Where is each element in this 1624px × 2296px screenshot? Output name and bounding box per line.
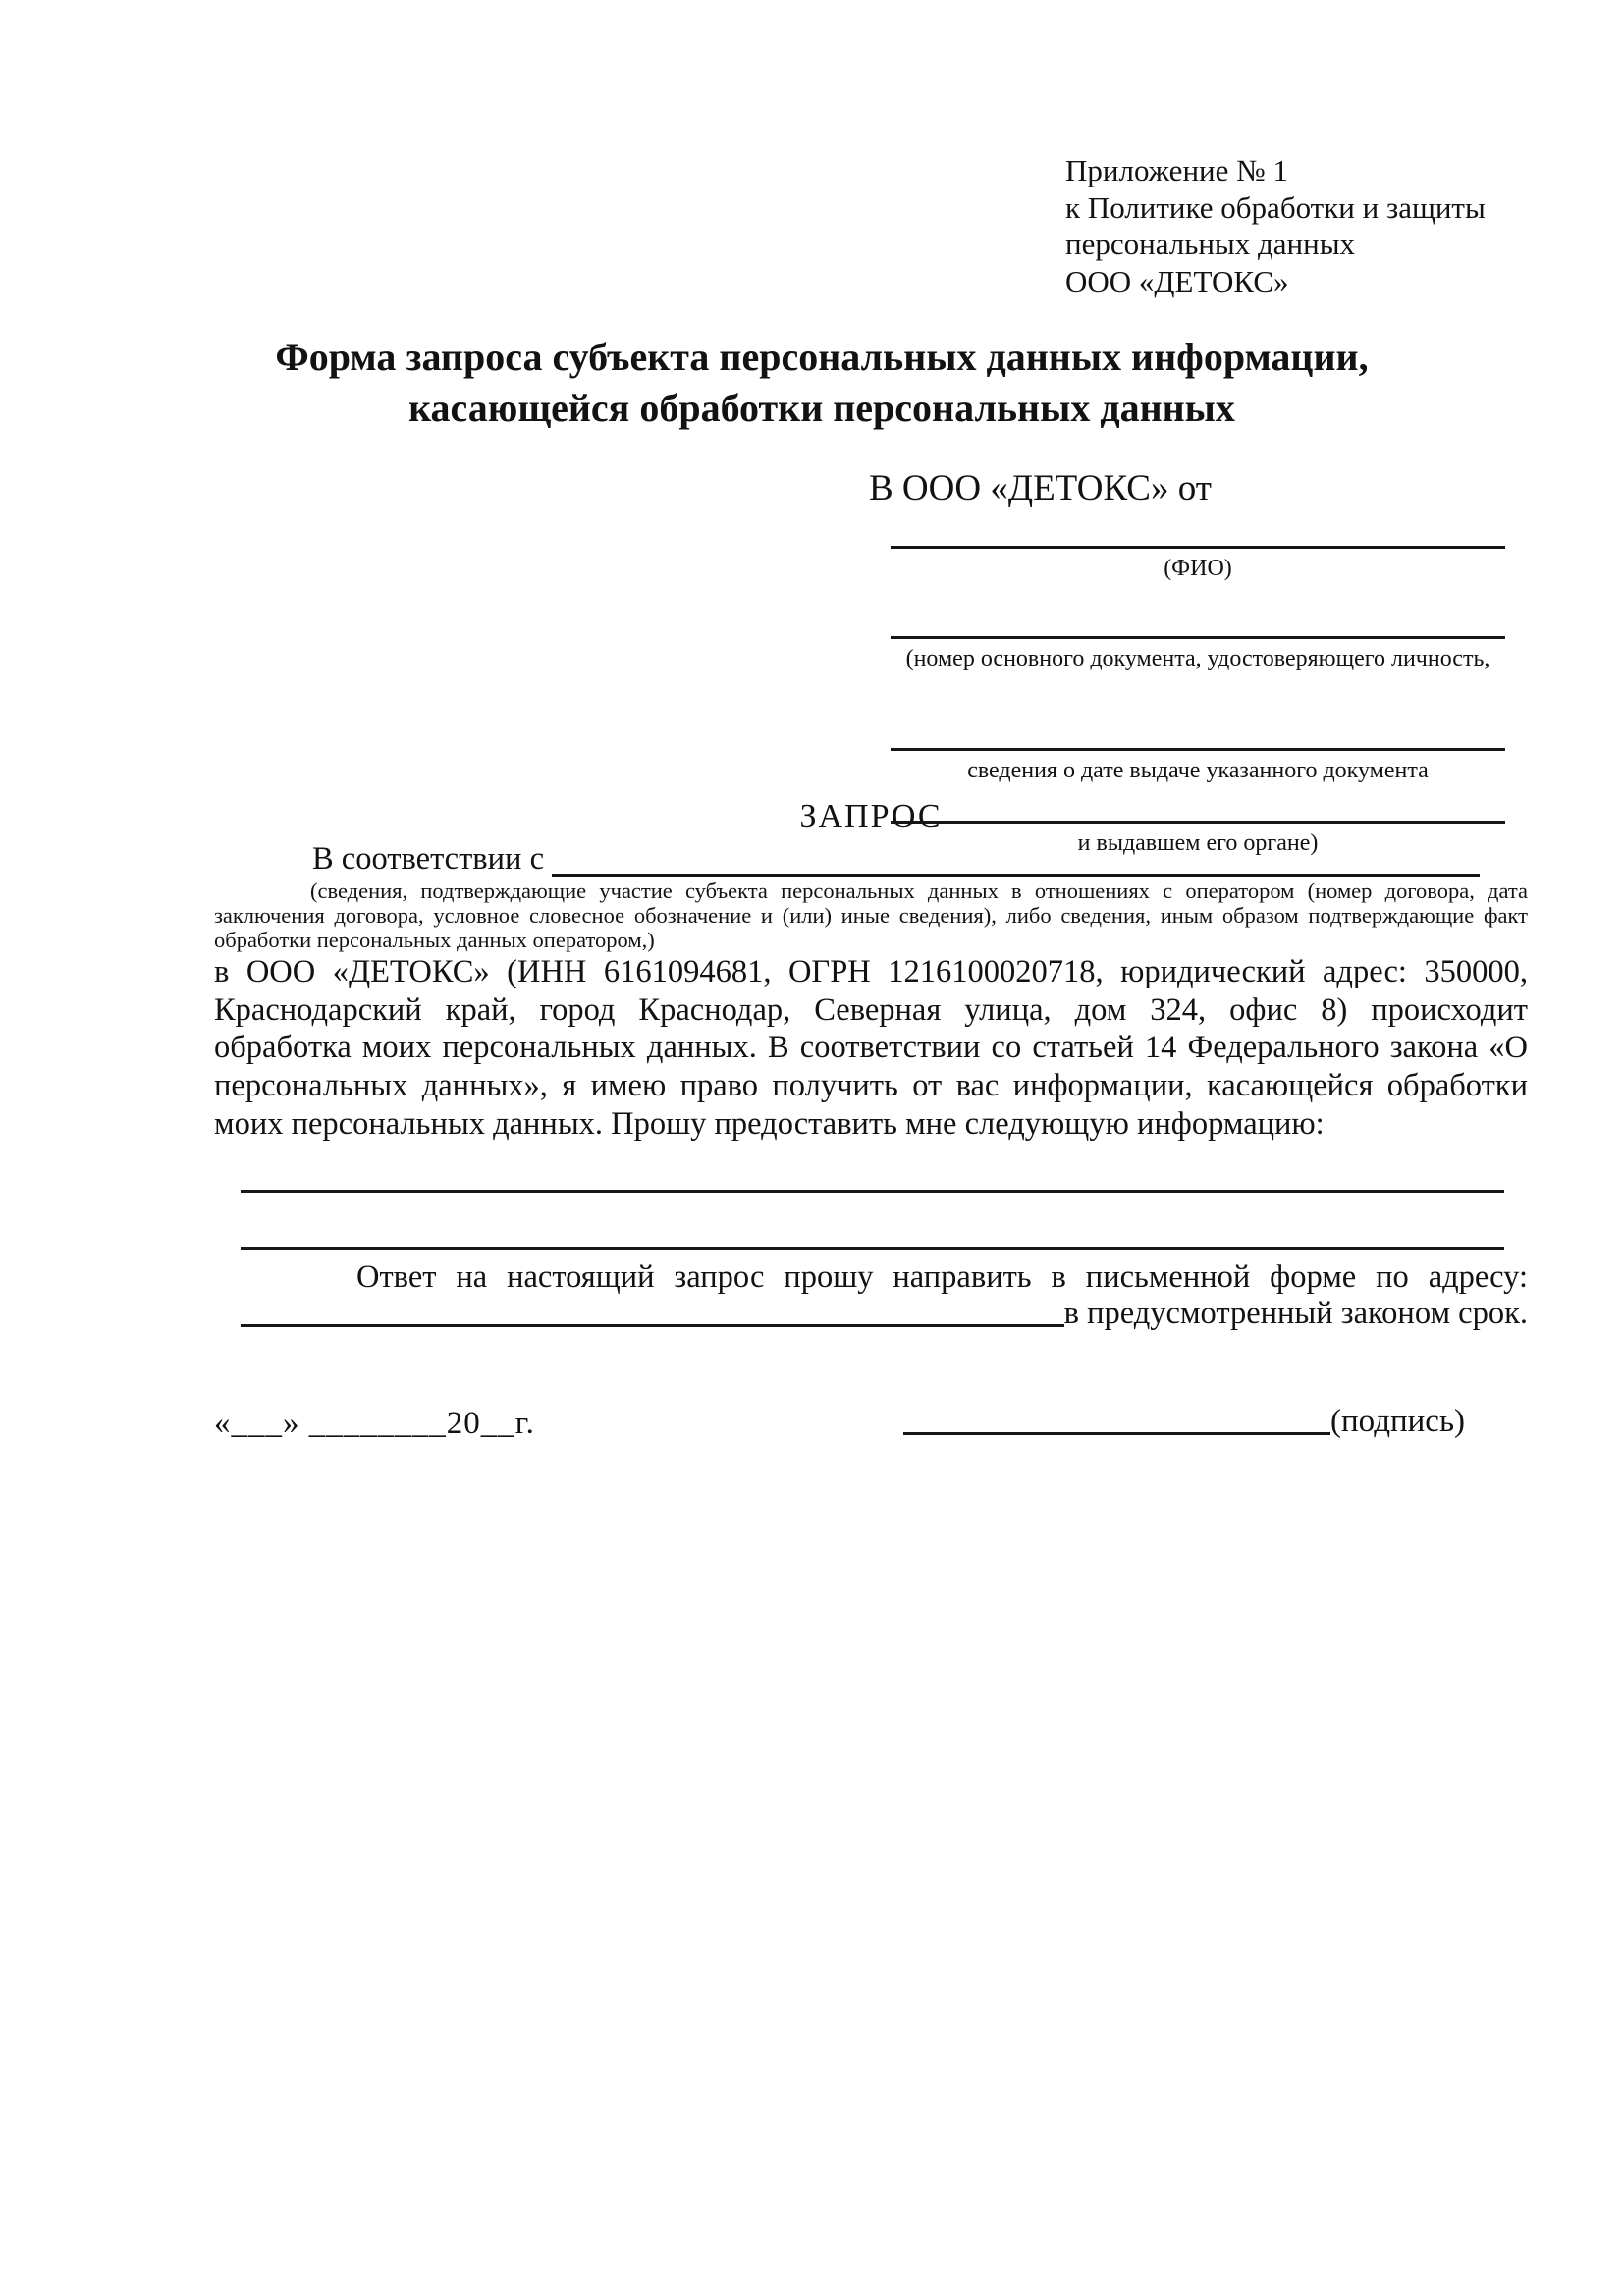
request-body [214, 953, 1528, 1144]
body-line: Краснодарский край, город Краснодар, Северная улица, дом 324, офис 8) происходит [214, 991, 1528, 1028]
annex-line: к Политике обработки и защиты [1065, 189, 1486, 225]
fill-line-fio [891, 546, 1505, 549]
reply-deadline-text: в предусмотренный законом срок. [1063, 1296, 1528, 1331]
field-caption-issuing-authority: и выдавшем его органе) [1077, 830, 1319, 856]
reply-request-line: Ответ на настоящий запрос прошу направить в письменной форме по адресу: [356, 1259, 1528, 1295]
annex-line: Приложение № 1 [1065, 153, 1288, 187]
fill-line-document-number [891, 636, 1505, 639]
signature-caption: (подпись) [1330, 1404, 1465, 1439]
fill-line-requested-info-1 [241, 1190, 1504, 1193]
addressee-to-line: В ООО «ДЕТОКС» от [869, 468, 1212, 508]
intro-footnote [214, 879, 1528, 952]
title-line: касающейся обработки персональных данных [408, 386, 1235, 430]
intro-prefix: В соответствии с [312, 841, 544, 877]
field-caption-issue-date: сведения о дате выдаче указанного документа [967, 758, 1429, 783]
field-caption-fio: (ФИО) [1164, 556, 1232, 581]
request-heading: ЗАПРОС [799, 798, 943, 834]
title-line: Форма запроса субъекта персональных данных информации, [275, 335, 1369, 379]
annex-line: ООО «ДЕТОКС» [1065, 263, 1289, 298]
document-title [130, 332, 1514, 434]
body-line: в ООО «ДЕТОКС» (ИНН 6161094681, ОГРН 1216100020718, юридический адрес: 350000, [214, 954, 1528, 989]
footnote-line: (сведения, подтверждающие участие субъекта персональных данных в отношениях с оператором (номер договора, дата [310, 879, 1528, 903]
field-caption-document-number: (номер основного документа, удостоверяющего личность, [905, 646, 1490, 671]
body-line: персональных данных», я имею право получить от вас информации, касающейся обработки [214, 1068, 1528, 1104]
reply-address-row [241, 1294, 1528, 1333]
footnote-line: заключения договора, условное словесное обозначение и (или) иные сведения), либо сведения, иным образом подтверждающие факт [214, 903, 1528, 928]
annex-line: персональных данных [1065, 227, 1356, 261]
body-line: обработка моих персональных данных. В соответствии со статьей 14 Федерального закона «О [214, 1030, 1528, 1066]
signature-row [903, 1402, 1465, 1441]
fill-line-signature [903, 1432, 1330, 1435]
date-blank: «___» ________20__г. [214, 1406, 535, 1441]
fill-line-requested-info-2 [241, 1247, 1504, 1250]
annex-header [1065, 152, 1486, 299]
fill-line-reply-address [241, 1324, 1064, 1327]
fill-line-relation-details [552, 874, 1480, 877]
body-line: моих персональных данных. Прошу предоставить мне следующую информацию: [214, 1105, 1325, 1142]
fill-line-issue-date [891, 748, 1505, 751]
footnote-line: обработки персональных данных оператором,) [214, 928, 655, 952]
